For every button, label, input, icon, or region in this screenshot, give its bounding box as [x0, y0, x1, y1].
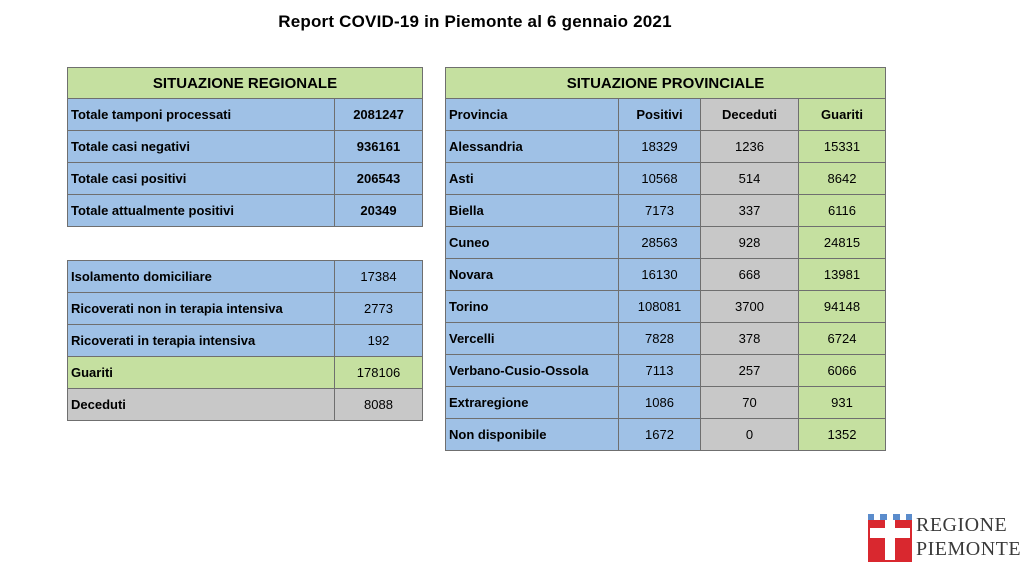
- deceduti-value: 928: [701, 227, 799, 259]
- province-name: Torino: [446, 291, 619, 323]
- row-label: Totale casi positivi: [68, 163, 335, 195]
- province-name: Asti: [446, 163, 619, 195]
- province-name: Biella: [446, 195, 619, 227]
- row-label: Isolamento domiciliare: [68, 261, 335, 293]
- positivi-value: 7828: [619, 323, 701, 355]
- table-row: [446, 259, 886, 291]
- province-name: Cuneo: [446, 227, 619, 259]
- row-label: Totale attualmente positivi: [68, 195, 335, 227]
- column-header: Deceduti: [701, 99, 799, 131]
- table-row: [68, 131, 423, 163]
- deceduti-value: 668: [701, 259, 799, 291]
- row-label: Ricoverati in terapia intensiva: [68, 325, 335, 357]
- piemonte-emblem-icon: [868, 514, 912, 562]
- table-row: [446, 291, 886, 323]
- table-row: [68, 163, 423, 195]
- guariti-value: 1352: [799, 419, 886, 451]
- positivi-value: 1086: [619, 387, 701, 419]
- regional-summary-table: [67, 67, 423, 227]
- row-value: 2081247: [335, 99, 423, 131]
- guariti-value: 6066: [799, 355, 886, 387]
- table-row: [68, 99, 423, 131]
- row-label: Deceduti: [68, 389, 335, 421]
- row-value: 2773: [335, 293, 423, 325]
- positivi-value: 16130: [619, 259, 701, 291]
- table-row: [68, 325, 423, 357]
- table-row: [68, 357, 423, 389]
- row-value: 17384: [335, 261, 423, 293]
- deceduti-value: 0: [701, 419, 799, 451]
- row-value: 178106: [335, 357, 423, 389]
- regional-header: SITUAZIONE REGIONALE: [68, 68, 423, 99]
- column-header: Guariti: [799, 99, 886, 131]
- positivi-value: 108081: [619, 291, 701, 323]
- table-row: [68, 261, 423, 293]
- row-value: 192: [335, 325, 423, 357]
- table-row: [446, 355, 886, 387]
- province-name: Alessandria: [446, 131, 619, 163]
- table-row: [446, 227, 886, 259]
- row-value: 20349: [335, 195, 423, 227]
- positivi-value: 28563: [619, 227, 701, 259]
- provincial-rows: [446, 131, 886, 451]
- table-row: [446, 387, 886, 419]
- deceduti-value: 257: [701, 355, 799, 387]
- positivi-value: 1672: [619, 419, 701, 451]
- row-label: Guariti: [68, 357, 335, 389]
- guariti-value: 8642: [799, 163, 886, 195]
- logo-line-1: REGIONE: [916, 514, 1008, 536]
- guariti-value: 94148: [799, 291, 886, 323]
- table-row: [68, 389, 423, 421]
- row-label: Totale tamponi processati: [68, 99, 335, 131]
- table-row: [68, 293, 423, 325]
- regional-details-table: [67, 260, 423, 421]
- guariti-value: 24815: [799, 227, 886, 259]
- guariti-value: 6724: [799, 323, 886, 355]
- table-row: [446, 163, 886, 195]
- row-label: Ricoverati non in terapia intensiva: [68, 293, 335, 325]
- province-name: Vercelli: [446, 323, 619, 355]
- table-row: [446, 131, 886, 163]
- deceduti-value: 1236: [701, 131, 799, 163]
- report-title: Report COVID-19 in Piemonte al 6 gennaio 2021: [278, 12, 672, 31]
- positivi-value: 7113: [619, 355, 701, 387]
- positivi-value: 18329: [619, 131, 701, 163]
- guariti-value: 931: [799, 387, 886, 419]
- table-row: [446, 323, 886, 355]
- table-row: [446, 195, 886, 227]
- column-header: Positivi: [619, 99, 701, 131]
- deceduti-value: 337: [701, 195, 799, 227]
- regione-piemonte-logo: [868, 514, 1022, 562]
- province-name: Novara: [446, 259, 619, 291]
- province-name: Verbano-Cusio-Ossola: [446, 355, 619, 387]
- guariti-value: 13981: [799, 259, 886, 291]
- table-row: [446, 419, 886, 451]
- table-header-row: [446, 99, 886, 131]
- provincial-header: SITUAZIONE PROVINCIALE: [446, 68, 886, 99]
- provincial-table: [445, 67, 886, 451]
- guariti-value: 15331: [799, 131, 886, 163]
- row-value: 936161: [335, 131, 423, 163]
- logo-line-2: PIEMONTE: [916, 538, 1022, 560]
- deceduti-value: 3700: [701, 291, 799, 323]
- table-row: [68, 195, 423, 227]
- deceduti-value: 378: [701, 323, 799, 355]
- province-name: Extraregione: [446, 387, 619, 419]
- deceduti-value: 70: [701, 387, 799, 419]
- row-value: 206543: [335, 163, 423, 195]
- guariti-value: 6116: [799, 195, 886, 227]
- positivi-value: 7173: [619, 195, 701, 227]
- row-value: 8088: [335, 389, 423, 421]
- row-label: Totale casi negativi: [68, 131, 335, 163]
- column-header: Provincia: [446, 99, 619, 131]
- positivi-value: 10568: [619, 163, 701, 195]
- deceduti-value: 514: [701, 163, 799, 195]
- province-name: Non disponibile: [446, 419, 619, 451]
